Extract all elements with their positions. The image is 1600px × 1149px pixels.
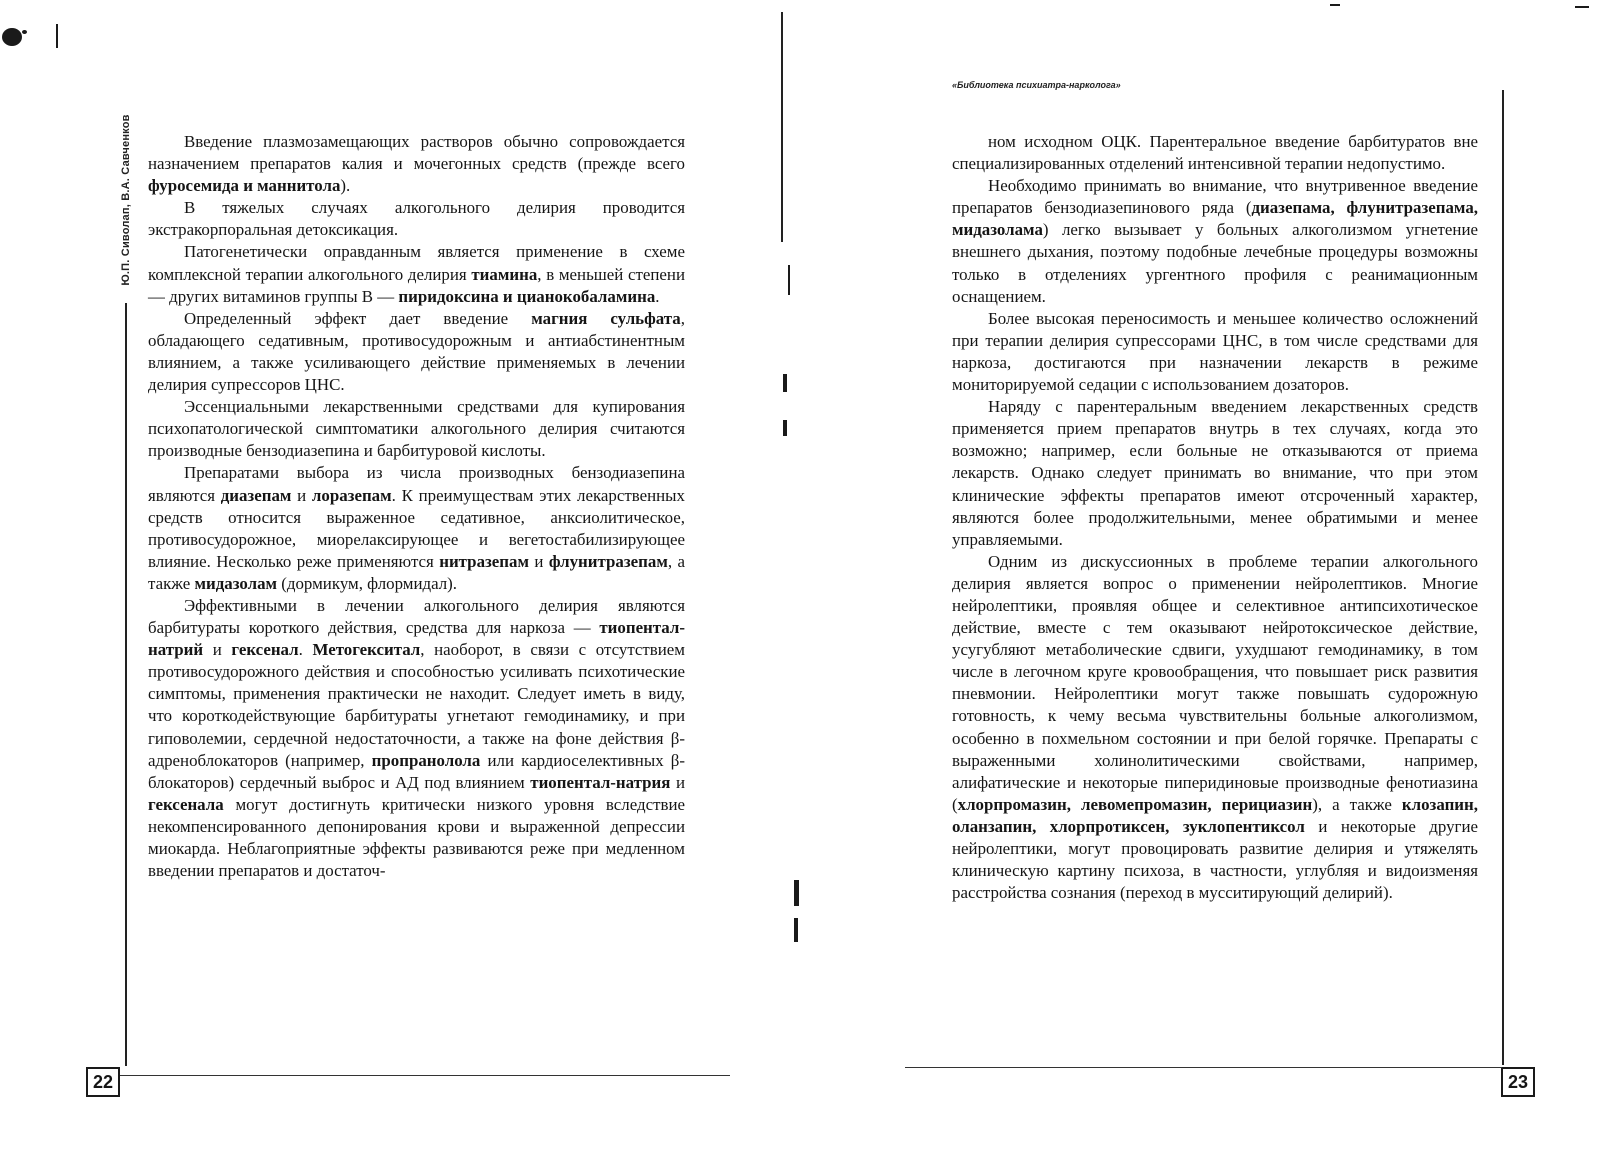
scan-blot (2, 28, 22, 46)
paragraph (952, 308, 1478, 396)
drug-name: гексенал (231, 640, 299, 660)
gutter-mark (788, 265, 790, 295)
text-run: Патогенетически оправданным является применение в схеме комплексной терапии алкогольного делирия (148, 242, 685, 284)
gutter-mark (783, 374, 787, 392)
text-run: Эссенциальными лекарственными средствами для купирования психопатологической симптоматики алкогольного делирия считаются производные бензодиазепина и барбитуровой кислоты. (148, 397, 685, 461)
left-page-margin-rule (125, 303, 127, 1066)
drug-name: пропранолола (371, 750, 481, 770)
text-run: Введение плазмозамещающих растворов обычно сопровождается назначением препаратов калия и мочегонных средств (прежде всего (148, 132, 685, 174)
text-run: и (291, 485, 312, 505)
text-run: (дормикум, флормидал). (277, 573, 458, 593)
drug-name: диазепама, флунитразепама, мидазолама (952, 198, 1478, 240)
paragraph (952, 131, 1478, 175)
text-run: Более высокая переносимость и меньшее количество осложнений при терапии делирия супрессорами ЦНС, в том числе средствами для наркоза, достигаются при назначении лекарств в режиме мониторируемой седации с использованием дозаторов. (952, 308, 1478, 395)
drug-name: нитразепам (439, 551, 529, 571)
drug-name: магния сульфата (531, 308, 681, 328)
paragraph (148, 197, 685, 241)
text-run: . К преимуществам этих лекарственных средств относится выраженное седативное, анксиолитическое, противосудорожное, миорелаксирующее и вегетостабилизирующее влияние. Несколько реже применяются (148, 485, 685, 571)
drug-name: тиопентал-натрия (530, 772, 671, 792)
text-run: В тяжелых случаях алкогольного делирия проводится экстракорпоральная детоксикация. (148, 198, 685, 240)
scan-dash (1330, 4, 1340, 6)
text-run: , в меньшей степени — других витаминов группы В — (148, 264, 686, 306)
page-number-left: 22 (86, 1067, 120, 1097)
drug-name: пиридоксина и цианокобаламина (398, 286, 656, 306)
text-run: Одним из дискуссионных в проблеме терапии алкогольного делирия является вопрос о применении нейролептиков. Многие нейролептики, проявляя общее и селективное антипсихотическое действие, вместе с тем оказывают нейротоксическое действие, усугубляют метаболические сдвиги, ухудшают гемодинамику, в том числе в легочном круге кровообращения, что повышает риск развития пневмонии. Нейролептики могут также повышать судорожную готовность, к чему весьма чувствительны больные алкоголизмом, особенно в похмельном состоянии и при белой горячке. Препараты с выраженными холинолитическими свойствами, например, алифатические и некоторые пиперидиновые производные фенотиазина ( (952, 551, 1478, 814)
scan-stroke (56, 24, 58, 48)
text-run: ). (340, 176, 351, 196)
gutter-mark (783, 420, 787, 436)
paragraph (148, 308, 685, 396)
paragraph (148, 396, 685, 462)
text-run: . (655, 286, 660, 306)
spine-line (781, 12, 783, 242)
paragraph (952, 551, 1478, 905)
text-run: , наоборот, в связи с отсутствием противосудорожного действия и способностью усиливать психотические симптомы, применения практически не находит. Следует иметь в виду, что короткодействующие барбитураты угнетают гемодинамику, и при гиповолемии, сердечной недостаточности, а также на фоне действия β-адреноблокаторов (например, (148, 640, 685, 770)
drug-name: клозапин, оланзапин, хлорпротиксен, зуклопентиксол (952, 794, 1478, 836)
text-run: и некоторые другие нейролептики, могут провоцировать развитие делирия и утяжелять клиническую картину психоза, в частности, углубляя и видоизменяя расстройства сознания (переход в мусситирующий делирий). (952, 816, 1478, 903)
text-run: Препаратами выбора из числа производных бензодиазепина являются (148, 463, 685, 505)
paragraph (148, 241, 685, 307)
text-run: ) легко вызывает у больных алкоголизмом угнетение внешнего дыхания, поэтому подобные лечебные процедуры возможны только в отделениях ургентного профиля с реанимационным оснащением. (952, 220, 1478, 306)
text-run: Эффективными в лечении алкогольного делирия являются барбитураты короткого действия, средства для наркоза — (148, 595, 685, 638)
text-run: Необходимо принимать во внимание, что внутривенное введение препаратов бензодиазепинового ряда ( (952, 176, 1478, 218)
drug-name: фуросемида и маннитола (148, 176, 341, 196)
drug-name: флунитразепам (548, 551, 668, 571)
text-run: или кардиоселективных β-блокаторов) сердечный выброс и АД под влиянием (148, 750, 685, 792)
right-page-margin-rule (1502, 90, 1504, 1065)
drug-name: Метогекситал (312, 640, 421, 660)
footer-rule-right (905, 1067, 1502, 1068)
running-head: «Библиотека психиатра-нарколога» (952, 80, 1121, 90)
scan-dash (1575, 6, 1589, 8)
drug-name: мидазолам (194, 573, 278, 593)
scan-speck (22, 30, 27, 34)
paragraph (148, 595, 685, 882)
paragraph (148, 462, 685, 595)
drug-name: хлорпромазин, левомепромазин, перициазин (957, 794, 1313, 814)
text-run: , а также (148, 551, 685, 593)
text-run: . (298, 640, 313, 660)
text-run: ), а также (1312, 794, 1402, 814)
drug-name: лоразепам (311, 485, 392, 505)
page-number-right: 23 (1501, 1067, 1535, 1097)
right-page-text (952, 131, 1478, 904)
text-run: и (529, 551, 549, 571)
text-run: ном исходном ОЦК. Парентеральное введение барбитуратов вне специализированных отделений интенсивной терапии недопустимо. (952, 132, 1478, 174)
text-run: и (670, 772, 686, 792)
paragraph (952, 175, 1478, 308)
author-side-header: Ю.П. Сиволап, В.А. Савченков (120, 114, 132, 286)
gutter-mark (794, 918, 798, 942)
drug-name: тиопентал-натрий (148, 618, 685, 660)
left-page-text (148, 131, 685, 882)
gutter-mark (794, 880, 799, 906)
drug-name: гексенала (148, 794, 224, 814)
paragraph (952, 396, 1478, 551)
text-run: Определенный эффект дает введение (184, 308, 532, 328)
footer-rule-left (120, 1075, 730, 1076)
paragraph (148, 131, 685, 197)
text-run: Наряду с парентеральным введением лекарственных средств применяется прием препаратов внутрь в тех случаях, когда это возможно; например, если больные не отказываются от приема лекарств. Однако следует принимать во внимание, что при этом клинические эффекты препаратов имеют отсроченный характер, являются более продолжительными, менее обратимыми и менее управляемыми. (952, 397, 1478, 549)
text-run: , обладающего седативным, противосудорожным и антиабстинентным влиянием, а также усиливающего действие применяемых в лечении делирия супрессоров ЦНС. (148, 308, 685, 395)
text-run: и (203, 640, 232, 660)
drug-name: диазепам (220, 485, 292, 505)
text-run: могут достигнуть критически низкого уровня вследствие некомпенсированного депонирования крови и выраженной депрессии миокарда. Неблагоприятные эффекты развиваются реже при медленном введении препаратов и достаточ- (148, 794, 685, 881)
drug-name: тиамина (471, 264, 538, 284)
